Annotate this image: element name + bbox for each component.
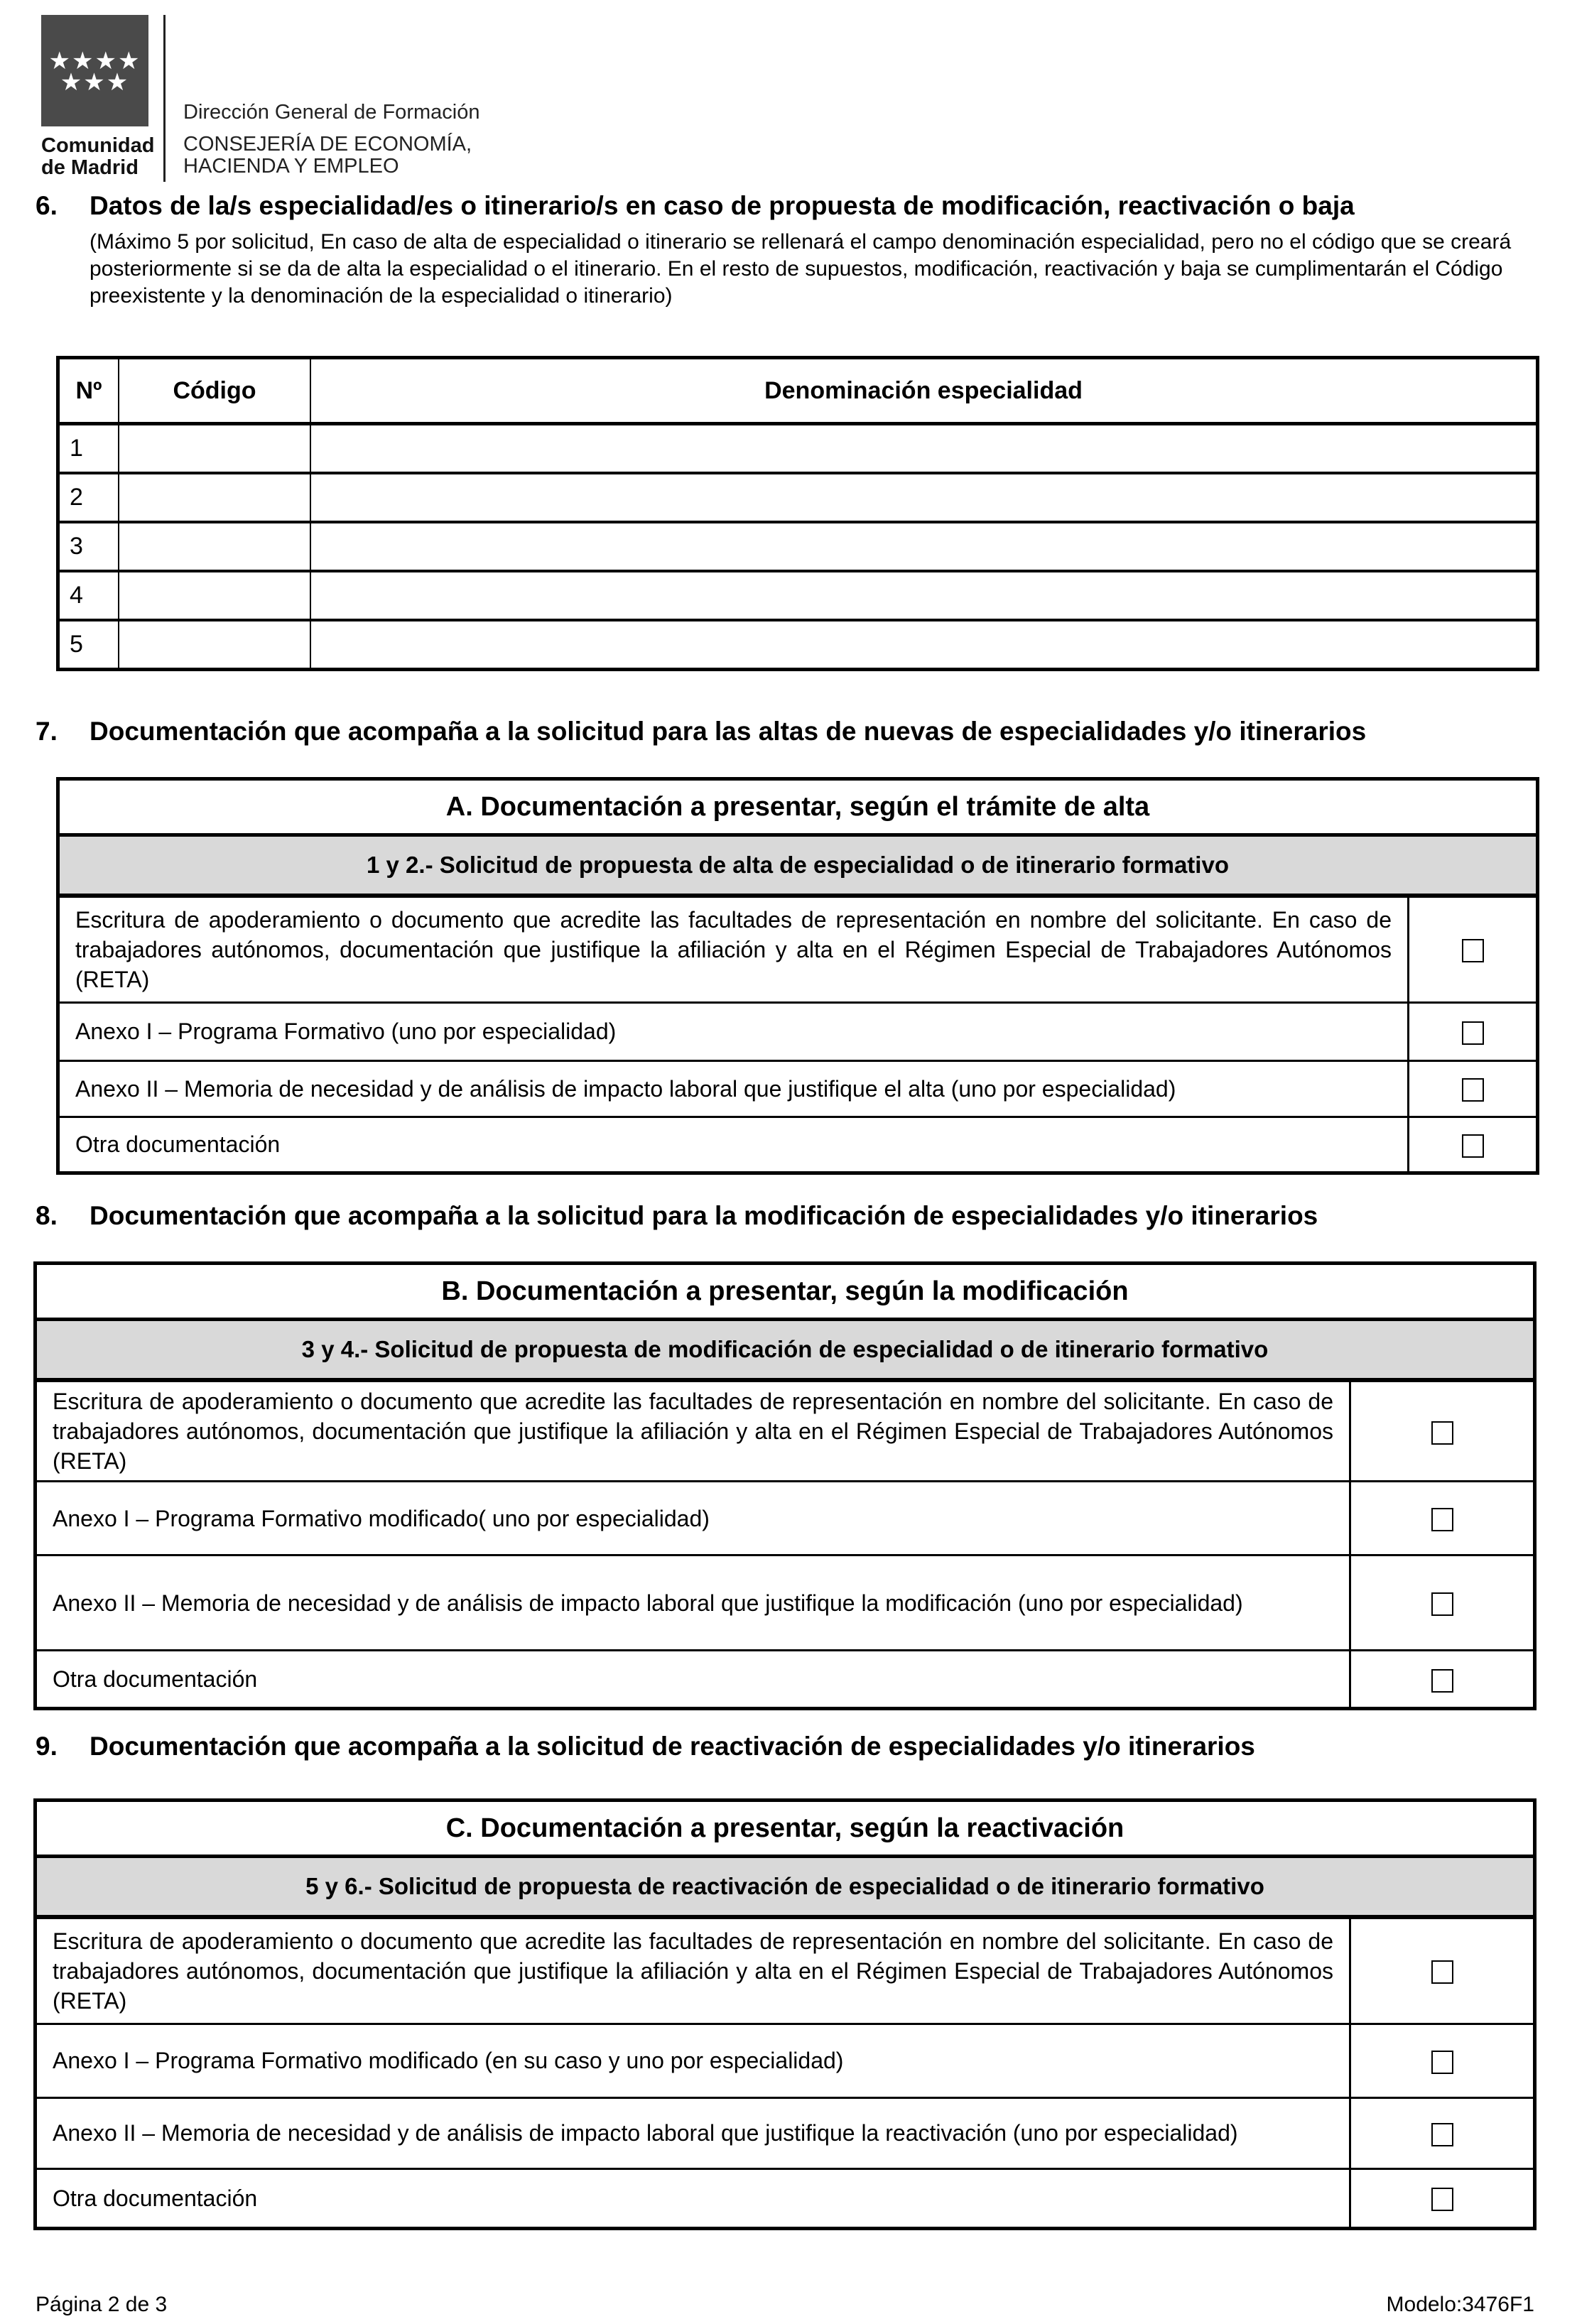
name-cell[interactable] — [310, 522, 1538, 571]
table-row — [58, 571, 1538, 620]
section-number: 8. — [36, 1201, 58, 1230]
row-number: 2 — [58, 473, 119, 522]
checkbox[interactable] — [1462, 1078, 1484, 1102]
doc-item-check-cell — [1350, 1555, 1535, 1651]
doc-item-label: Anexo I – Programa Formativo modificado( uno por especialidad) — [36, 1482, 1350, 1555]
code-cell[interactable] — [119, 571, 310, 620]
column-header-name: Denominación especialidad — [310, 358, 1538, 424]
checkbox[interactable] — [1431, 1960, 1453, 1984]
section-title: Datos de la/s especialidad/es o itinerario/s en caso de propuesta de modificación, reactivación o baja — [90, 191, 1355, 220]
doc-item-label: Anexo I – Programa Formativo modificado (en su caso y uno por especialidad) — [36, 2024, 1350, 2097]
doc-item-row — [58, 1117, 1538, 1173]
table-subtitle-row — [36, 1320, 1535, 1381]
section-number: 7. — [36, 717, 58, 746]
model-code: Modelo:3476F1 — [1386, 2293, 1534, 2316]
organization-block — [183, 102, 479, 178]
logo-wordmark — [41, 135, 155, 179]
checkbox[interactable] — [1431, 1592, 1453, 1616]
doc-item-label: Anexo II – Memoria de necesidad y de análisis de impacto laboral que justifique el alta (uno por especialidad) — [58, 1060, 1409, 1117]
table-title: B. Documentación a presentar, según la modificación — [36, 1264, 1535, 1320]
table-header-row — [58, 358, 1538, 424]
doc-item-row — [36, 2168, 1535, 2228]
doc-item-check-cell — [1350, 2024, 1535, 2097]
doc-item-label: Anexo II – Memoria de necesidad y de análisis de impacto laboral que justifique la reactivación (uno por especialidad) — [36, 2097, 1350, 2168]
doc-item-check-cell — [1350, 1917, 1535, 2024]
table-row — [58, 522, 1538, 571]
section-7-heading — [36, 716, 1366, 747]
doc-item-check-cell — [1350, 1651, 1535, 1709]
column-header-code: Código — [119, 358, 310, 424]
checkbox[interactable] — [1431, 1508, 1453, 1531]
checkbox[interactable] — [1431, 2188, 1453, 2211]
doc-item-check-cell — [1409, 1002, 1538, 1060]
doc-item-check-cell — [1409, 1060, 1538, 1117]
section-6-note: (Máximo 5 por solicitud, En caso de alta de especialidad o itinerario se rellenará el campo denominación especialidad, pero no el código que se creará posteriormente si se da de alta la especialidad o el itinerario. En el resto de supuestos, modificación, reactivación y baja se cumplimentarán el Código preexistente y la denominación de la especialidad o itinerario) — [90, 230, 1512, 308]
checkbox[interactable] — [1462, 939, 1484, 962]
header-divider — [163, 15, 166, 182]
row-number: 3 — [58, 522, 119, 571]
table-subtitle-row — [58, 835, 1538, 896]
ministry-line2: HACIENDA Y EMPLEO — [183, 155, 399, 178]
column-header-number: Nº — [58, 358, 119, 424]
doc-item-row — [58, 1060, 1538, 1117]
doc-item-label: Otra documentación — [36, 2168, 1350, 2228]
checkbox[interactable] — [1431, 2051, 1453, 2074]
table-title-row — [36, 1801, 1535, 1857]
table-title-row — [36, 1264, 1535, 1320]
doc-item-check-cell — [1350, 1482, 1535, 1555]
comunidad-madrid-logo — [41, 15, 148, 126]
stars-icon: ★★★★ ★★★ — [48, 48, 141, 96]
doc-item-row — [58, 1002, 1538, 1060]
directorate-name: Dirección General de Formación — [183, 101, 480, 124]
doc-item-label: Otra documentación — [58, 1117, 1409, 1173]
row-number: 1 — [58, 424, 119, 474]
checkbox[interactable] — [1462, 1021, 1484, 1045]
table-row — [58, 620, 1538, 670]
page-number: Página 2 de 3 — [36, 2293, 168, 2316]
table-subtitle: 1 y 2.- Solicitud de propuesta de alta de especialidad o de itinerario formativo — [58, 835, 1538, 896]
logo-name-line1: Comunidad — [41, 134, 155, 157]
doc-item-label: Escritura de apoderamiento o documento que acredite las facultades de representación en nombre del solicitante. En caso de trabajadores autónomos, documentación que justifique la afiliación y alta en el Régimen Especial de Trabajadores Autónomos (RETA) — [36, 1917, 1350, 2024]
section-number: 6. — [36, 191, 58, 220]
table-row — [58, 473, 1538, 522]
code-cell[interactable] — [119, 620, 310, 670]
section-6-heading — [36, 190, 1355, 222]
doc-item-check-cell — [1409, 1117, 1538, 1173]
table-subtitle: 3 y 4.- Solicitud de propuesta de modificación de especialidad o de itinerario formativo — [36, 1320, 1535, 1381]
documentation-table-b — [33, 1261, 1537, 1710]
name-cell[interactable] — [310, 473, 1538, 522]
doc-item-row — [36, 2024, 1535, 2097]
doc-item-row — [36, 1555, 1535, 1651]
doc-item-row — [36, 1482, 1535, 1555]
section-8-heading — [36, 1200, 1318, 1232]
section-title: Documentación que acompaña a la solicitud para las altas de nuevas de especialidades y/o itinerarios — [90, 717, 1367, 746]
table-row — [58, 424, 1538, 474]
doc-item-row — [36, 2097, 1535, 2168]
code-cell[interactable] — [119, 424, 310, 474]
specialties-table — [56, 356, 1539, 671]
section-9-heading — [36, 1731, 1255, 1762]
checkbox[interactable] — [1462, 1134, 1484, 1158]
code-cell[interactable] — [119, 473, 310, 522]
doc-item-row — [36, 1380, 1535, 1482]
table-subtitle-row — [36, 1857, 1535, 1918]
doc-item-label: Anexo II – Memoria de necesidad y de análisis de impacto laboral que justifique la modificación (uno por especialidad) — [36, 1555, 1350, 1651]
name-cell[interactable] — [310, 571, 1538, 620]
section-title: Documentación que acompaña a la solicitud de reactivación de especialidades y/o itinerarios — [90, 1732, 1255, 1761]
doc-item-label: Escritura de apoderamiento o documento que acredite las facultades de representación en nombre del solicitante. En caso de trabajadores autónomos, documentación que justifique la afiliación y alta en el Régimen Especial de Trabajadores Autónomos (RETA) — [58, 896, 1409, 1002]
doc-item-label: Anexo I – Programa Formativo (uno por especialidad) — [58, 1002, 1409, 1060]
table-title: A. Documentación a presentar, según el trámite de alta — [58, 779, 1538, 835]
code-cell[interactable] — [119, 522, 310, 571]
row-number: 5 — [58, 620, 119, 670]
documentation-table-c — [33, 1798, 1537, 2230]
section-title: Documentación que acompaña a la solicitud para la modificación de especialidades y/o itinerarios — [90, 1201, 1318, 1230]
doc-item-label: Otra documentación — [36, 1651, 1350, 1709]
checkbox[interactable] — [1431, 1669, 1453, 1693]
logo-name-line2: de Madrid — [41, 156, 139, 179]
table-subtitle: 5 y 6.- Solicitud de propuesta de reactivación de especialidad o de itinerario formativo — [36, 1857, 1535, 1918]
doc-item-check-cell — [1350, 1380, 1535, 1482]
table-title-row — [58, 779, 1538, 835]
name-cell[interactable] — [310, 620, 1538, 670]
documentation-table-a — [56, 777, 1539, 1175]
doc-item-check-cell — [1409, 896, 1538, 1002]
table-title: C. Documentación a presentar, según la reactivación — [36, 1801, 1535, 1857]
section-number: 9. — [36, 1732, 58, 1761]
doc-item-check-cell — [1350, 2168, 1535, 2228]
row-number: 4 — [58, 571, 119, 620]
doc-item-label: Escritura de apoderamiento o documento que acredite las facultades de representación en nombre del solicitante. En caso de trabajadores autónomos, documentación que justifique la afiliación y alta en el Régimen Especial de Trabajadores Autónomos (RETA) — [36, 1380, 1350, 1482]
doc-item-check-cell — [1350, 2097, 1535, 2168]
doc-item-row — [36, 1917, 1535, 2024]
checkbox[interactable] — [1431, 1421, 1453, 1445]
doc-item-row — [58, 896, 1538, 1002]
doc-item-row — [36, 1651, 1535, 1709]
checkbox[interactable] — [1431, 2123, 1453, 2146]
ministry-line1: CONSEJERÍA DE ECONOMÍA, — [183, 133, 472, 156]
name-cell[interactable] — [310, 424, 1538, 474]
